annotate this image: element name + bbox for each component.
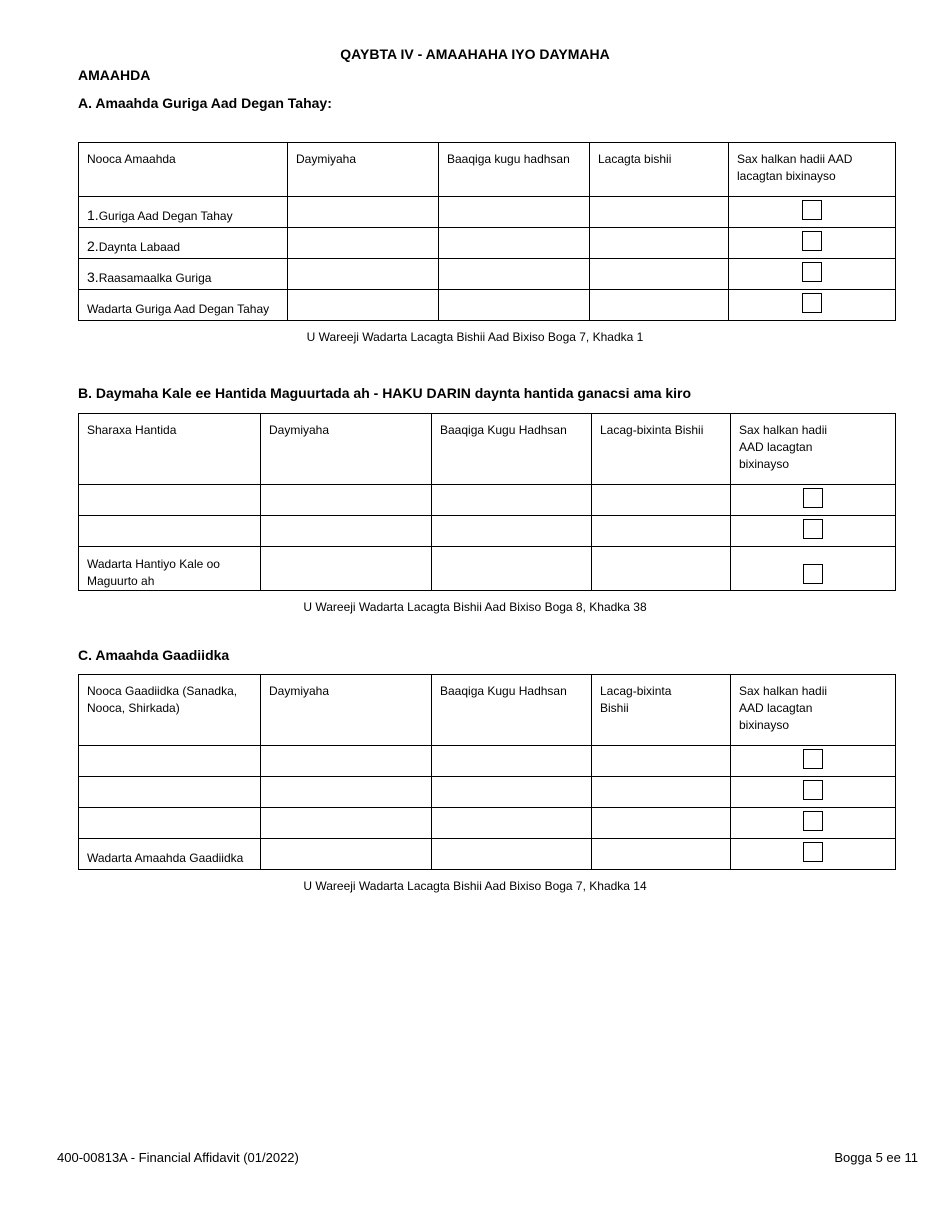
row-label-text: Guriga Aad Degan Tahay — [98, 209, 233, 223]
monthly-payment-cell[interactable] — [592, 839, 731, 870]
balance-cell[interactable] — [439, 259, 590, 290]
monthly-payment-cell[interactable] — [590, 259, 729, 290]
paying-checkbox[interactable] — [803, 842, 823, 862]
balance-cell[interactable] — [439, 197, 590, 228]
balance-cell[interactable] — [432, 777, 592, 808]
section-heading: AMAAHDA — [78, 67, 151, 83]
column-header: Lacagta bishii — [590, 143, 729, 197]
creditor-cell[interactable] — [261, 839, 432, 870]
monthly-payment-cell[interactable] — [592, 547, 731, 591]
checkbox-cell — [731, 485, 896, 516]
column-header: Daymiyaha — [261, 414, 432, 485]
balance-cell[interactable] — [439, 290, 590, 321]
table-row — [79, 516, 896, 547]
paying-checkbox[interactable] — [802, 293, 822, 313]
row-number: 2. — [87, 238, 99, 254]
section-c-heading: C. Amaahda Gaadiidka — [78, 647, 230, 663]
row-label — [79, 228, 288, 259]
page-title: QAYBTA IV - AMAAHAHA IYO DAYMAHA — [340, 46, 610, 62]
table-row — [79, 839, 896, 870]
property-description-cell[interactable] — [79, 485, 261, 516]
paying-checkbox[interactable] — [803, 811, 823, 831]
table-header-row — [79, 675, 896, 746]
monthly-payment-cell[interactable] — [592, 808, 731, 839]
column-header: Baaqiga kugu hadhsan — [439, 143, 590, 197]
monthly-payment-cell[interactable] — [592, 746, 731, 777]
checkbox-cell — [731, 516, 896, 547]
balance-cell[interactable] — [432, 746, 592, 777]
checkbox-cell — [731, 746, 896, 777]
creditor-cell[interactable] — [261, 808, 432, 839]
creditor-cell[interactable] — [261, 746, 432, 777]
balance-cell[interactable] — [432, 516, 592, 547]
row-label — [79, 259, 288, 290]
row-label: Wadarta Amaahda Gaadiidka — [79, 839, 261, 870]
column-header: Daymiyaha — [288, 143, 439, 197]
column-header: Baaqiga Kugu Hadhsan — [432, 414, 592, 485]
column-header: Sax halkan hadii AAD lacagtan bixinayso — [729, 143, 896, 197]
checkbox-cell — [731, 808, 896, 839]
monthly-payment-cell[interactable] — [592, 516, 731, 547]
monthly-payment-cell[interactable] — [590, 197, 729, 228]
creditor-cell[interactable] — [288, 197, 439, 228]
column-header: Lacag-bixinta Bishii — [592, 675, 731, 746]
creditor-cell[interactable] — [261, 485, 432, 516]
creditor-cell[interactable] — [288, 228, 439, 259]
vehicle-type-cell[interactable] — [79, 777, 261, 808]
balance-cell[interactable] — [432, 808, 592, 839]
section-b-heading: B. Daymaha Kale ee Hantida Maguurtada ah - HAKU DARIN daynta hantida ganacsi ama kiro — [78, 385, 692, 401]
table-header-row — [79, 414, 896, 485]
row-label — [79, 290, 288, 321]
monthly-payment-cell[interactable] — [590, 228, 729, 259]
paying-checkbox[interactable] — [803, 488, 823, 508]
balance-cell[interactable] — [432, 547, 592, 591]
creditor-cell[interactable] — [261, 547, 432, 591]
balance-cell[interactable] — [432, 485, 592, 516]
table-row — [79, 547, 896, 591]
checkbox-cell — [731, 547, 896, 591]
section-c-note: U Wareeji Wadarta Lacagta Bishii Aad Bixiso Boga 7, Khadka 14 — [303, 879, 647, 893]
checkbox-cell — [731, 839, 896, 870]
vehicle-type-cell[interactable] — [79, 746, 261, 777]
row-label-text: Daynta Labaad — [98, 240, 181, 254]
monthly-payment-cell[interactable] — [592, 777, 731, 808]
balance-cell[interactable] — [439, 228, 590, 259]
creditor-cell[interactable] — [288, 290, 439, 321]
section-b-note: U Wareeji Wadarta Lacagta Bishii Aad Bixiso Boga 8, Khadka 38 — [303, 600, 647, 614]
vehicle-type-cell[interactable] — [79, 808, 261, 839]
column-header: Nooca Gaadiidka (Sanadka, Nooca, Shirkada) — [79, 675, 261, 746]
property-description-cell[interactable] — [79, 516, 261, 547]
table-row — [79, 777, 896, 808]
section-a-heading: A. Amaahda Guriga Aad Degan Tahay: — [78, 95, 332, 111]
paying-checkbox[interactable] — [803, 564, 823, 584]
paying-checkbox[interactable] — [803, 519, 823, 539]
column-header: Sax halkan hadii AAD lacagtan bixinayso — [731, 414, 896, 485]
checkbox-cell — [729, 228, 896, 259]
row-label-text: Wadarta Guriga Aad Degan Tahay — [87, 302, 270, 316]
checkbox-cell — [729, 197, 896, 228]
footer-form-id: 400-00813A - Financial Affidavit (01/2022) — [57, 1150, 299, 1165]
checkbox-cell — [731, 777, 896, 808]
table-row — [79, 228, 896, 259]
section-a-table — [78, 142, 896, 321]
section-b-table — [78, 413, 896, 591]
paying-checkbox[interactable] — [803, 749, 823, 769]
creditor-cell[interactable] — [261, 777, 432, 808]
balance-cell[interactable] — [432, 839, 592, 870]
footer-page-number: Bogga 5 ee 11 — [834, 1150, 918, 1165]
paying-checkbox[interactable] — [802, 262, 822, 282]
paying-checkbox[interactable] — [802, 231, 822, 251]
row-label — [79, 197, 288, 228]
column-header: Nooca Amaahda — [79, 143, 288, 197]
column-header: Sharaxa Hantida — [79, 414, 261, 485]
creditor-cell[interactable] — [261, 516, 432, 547]
monthly-payment-cell[interactable] — [592, 485, 731, 516]
table-row — [79, 290, 896, 321]
section-c-table — [78, 674, 896, 870]
table-row — [79, 259, 896, 290]
table-row — [79, 746, 896, 777]
table-row — [79, 808, 896, 839]
table-row — [79, 197, 896, 228]
table-header-row — [79, 143, 896, 197]
paying-checkbox[interactable] — [803, 780, 823, 800]
paying-checkbox[interactable] — [802, 200, 822, 220]
row-number: 3. — [87, 269, 99, 285]
monthly-payment-cell[interactable] — [590, 290, 729, 321]
column-header: Lacag-bixinta Bishii — [592, 414, 731, 485]
column-header: Sax halkan hadii AAD lacagtan bixinayso — [731, 675, 896, 746]
checkbox-cell — [729, 259, 896, 290]
row-label: Wadarta Hantiyo Kale oo Maguurto ah — [79, 547, 261, 591]
creditor-cell[interactable] — [288, 259, 439, 290]
column-header: Daymiyaha — [261, 675, 432, 746]
checkbox-cell — [729, 290, 896, 321]
row-label-text: Raasamaalka Guriga — [98, 271, 212, 285]
section-a-note: U Wareeji Wadarta Lacagta Bishii Aad Bixiso Boga 7, Khadka 1 — [306, 330, 644, 344]
column-header: Baaqiga Kugu Hadhsan — [432, 675, 592, 746]
row-number: 1. — [87, 207, 99, 223]
table-row — [79, 485, 896, 516]
